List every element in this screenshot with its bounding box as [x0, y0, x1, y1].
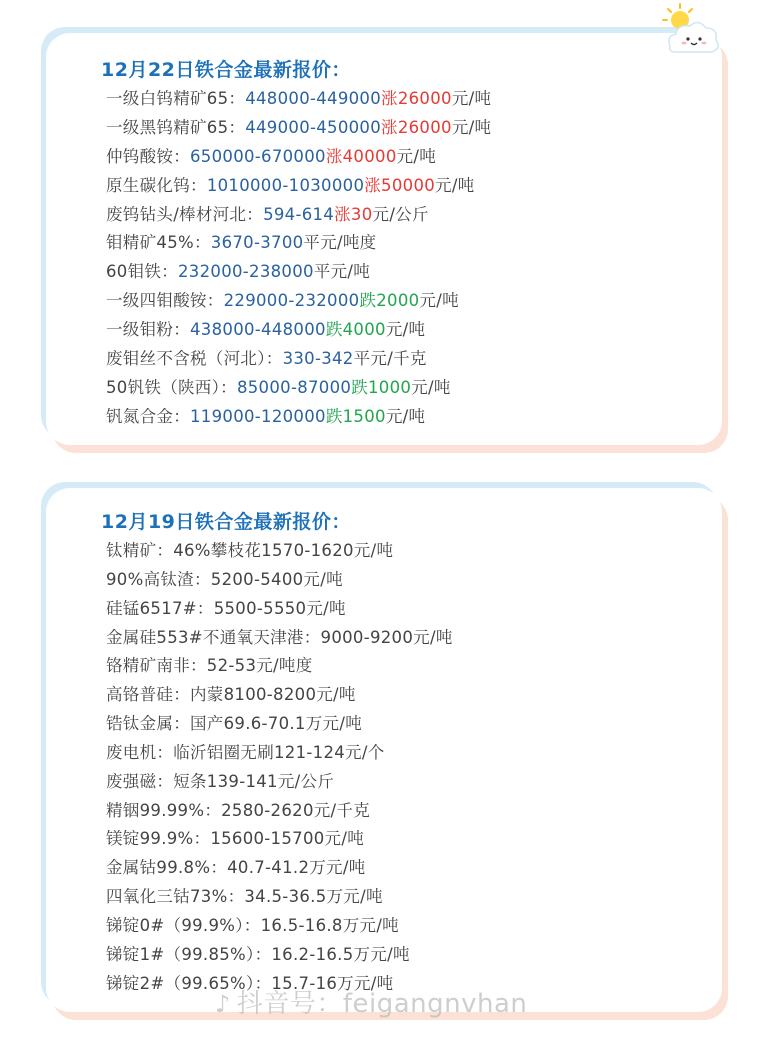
watermark-text: 抖音号：feigangnvhan [236, 989, 528, 1019]
row-price: 119000-120000 [190, 406, 326, 426]
row-price: 449000-450000 [245, 117, 382, 137]
row-label: 一级四钼酸铵： [106, 291, 224, 311]
price-row [106, 85, 712, 114]
row-price: 594-614 [263, 204, 335, 224]
row-change: 涨40000 [325, 146, 397, 166]
row-unit: 平元/吨度 [303, 233, 377, 253]
price-row: 精铟99.99%：2580-2620元/千克 [106, 800, 371, 820]
price-row: 铬精矿南非：52-53元/吨度 [106, 656, 313, 676]
price-row [106, 114, 712, 143]
row-unit: 元/吨 [419, 291, 459, 311]
price-row [106, 229, 712, 258]
row-change: 涨50000 [364, 175, 436, 195]
row-unit: 元/吨 [396, 146, 437, 166]
row-unit: 元/吨 [451, 89, 492, 108]
row-change: 涨26000 [381, 117, 452, 137]
watermark [215, 983, 527, 1020]
price-row: 废电机：临沂铝圈无刷121-124元/个 [106, 742, 385, 762]
row-price: 232000-238000 [178, 262, 314, 282]
row-change: 跌1000 [351, 377, 412, 397]
price-row [106, 172, 712, 201]
row-label: 废钨钻头/棒材河北： [106, 204, 264, 224]
price-card-dec22 [46, 33, 722, 445]
price-card-dec19 [46, 488, 722, 1012]
row-price: 85000-87000 [236, 377, 352, 397]
price-row: 锑锭2#（99.65%）：15.7-16万元/吨 [106, 973, 394, 993]
price-row [106, 345, 712, 374]
row-label: 60钼铁： [106, 262, 178, 282]
row-price: 438000-448000 [190, 320, 326, 340]
price-list [106, 85, 712, 432]
row-change: 涨26000 [381, 89, 452, 108]
price-row [106, 258, 712, 287]
row-change: 跌1500 [325, 406, 386, 426]
card-title: 12月19日铁合金最新报价： [101, 511, 351, 533]
row-price: 650000-670000 [190, 146, 326, 166]
price-row: 镁锭99.9%：15600-15700元/吨 [106, 829, 365, 849]
row-label: 仲钨酸铵： [106, 146, 190, 166]
price-row [106, 374, 712, 403]
price-row [106, 287, 712, 316]
row-unit: 平元/千克 [353, 349, 427, 369]
row-change: 跌4000 [325, 320, 386, 340]
price-row [106, 201, 712, 230]
row-price: 448000-449000 [245, 89, 382, 108]
price-row: 废强磁：短条139-141元/公斤 [106, 771, 335, 791]
row-label: 原生碳化钨： [106, 175, 207, 195]
price-row: 90%高钛渣：5200-5400元/吨 [106, 569, 343, 589]
price-row: 硅锰6517#：5500-5550元/吨 [106, 598, 346, 618]
row-unit: 元/吨 [385, 406, 426, 426]
row-label: 一级钼粉： [106, 320, 190, 340]
row-label: 50钒铁（陕西）： [106, 377, 237, 397]
row-label: 废钼丝不含税（河北）： [106, 349, 283, 369]
row-change: 涨30 [334, 204, 373, 224]
price-row [106, 143, 712, 172]
card-title: 12月22日铁合金最新报价： [101, 59, 351, 81]
row-unit: 元/吨 [435, 175, 475, 195]
row-price: 229000-232000 [223, 291, 360, 311]
row-unit: 元/公斤 [372, 204, 429, 224]
row-unit: 元/吨 [385, 320, 426, 340]
row-change: 跌2000 [359, 291, 420, 311]
row-label: 钼精矿45%： [106, 233, 211, 253]
price-row: 锑锭1#（99.85%）：16.2-16.5万元/吨 [106, 944, 410, 964]
row-label: 一级白钨精矿65： [106, 89, 246, 108]
price-row [106, 403, 712, 432]
row-label: 一级黑钨精矿65： [106, 117, 246, 137]
price-row: 金属硅553#不通氧天津港：9000-9200元/吨 [106, 627, 453, 647]
price-row: 高铬普硅：内蒙8100-8200元/吨 [106, 685, 356, 705]
price-row: 锑锭0#（99.9%）：16.5-16.8万元/吨 [106, 915, 399, 935]
row-unit: 平元/吨 [313, 262, 371, 282]
sun-cloud-icon [660, 2, 724, 60]
row-label: 钒氮合金： [106, 406, 190, 426]
price-row: 四氧化三钴73%：34.5-36.5万元/吨 [106, 887, 383, 907]
price-row: 锆钛金属：国产69.6-70.1万元/吨 [106, 714, 362, 734]
row-price: 3670-3700 [210, 233, 304, 253]
price-row [106, 316, 712, 345]
price-row: 钛精矿：46%攀枝花1570-1620元/吨 [106, 541, 394, 560]
price-list [106, 537, 712, 999]
price-row: 金属钴99.8%：40.7-41.2万元/吨 [106, 858, 366, 878]
tiktok-note-icon: ♪ [215, 990, 231, 1018]
row-unit: 元/吨 [451, 117, 492, 137]
row-price: 1010000-1030000 [206, 175, 365, 195]
row-unit: 元/吨 [411, 377, 451, 397]
row-price: 330-342 [282, 349, 354, 369]
